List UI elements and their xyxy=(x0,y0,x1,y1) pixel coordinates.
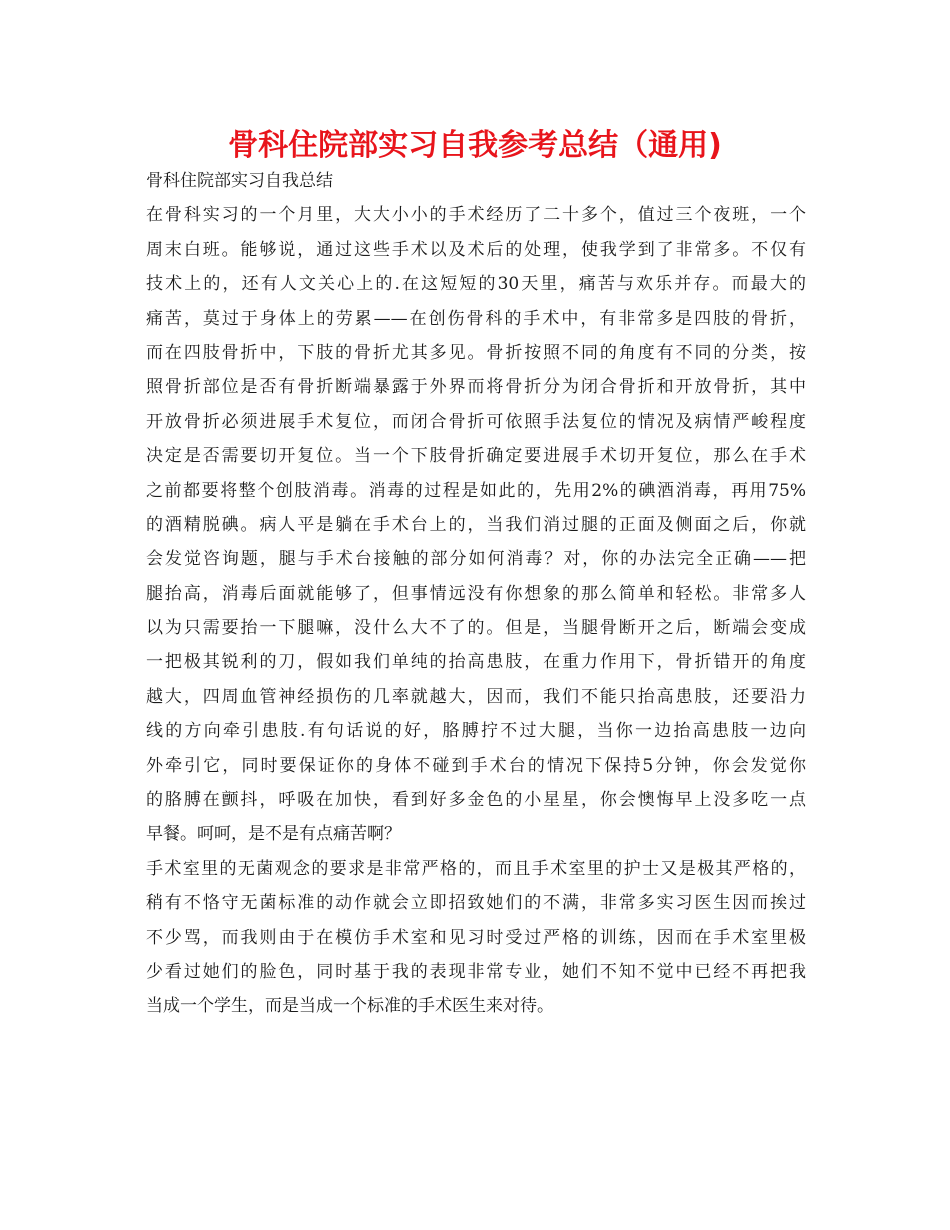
paragraph-line: 当成一个学生，而是当成一个标准的手术医生来对待。 xyxy=(146,996,554,1017)
paragraph-line: 在骨科实习的一个月里，大大小小的手术经历了二十多个，值过三个夜班，一个 xyxy=(146,205,806,226)
paragraph-line: 技术上的，还有人文关心上的.在这短短的30天里，痛苦与欢乐并存。而最大的 xyxy=(146,274,806,295)
paragraph-line: 照骨折部位是否有骨折断端暴露于外界而将骨折分为闭合骨折和开放骨折，其中 xyxy=(146,377,806,398)
paragraph-line: 痛苦，莫过于身体上的劳累——在创伤骨科的手术中，有非常多是四肢的骨折， xyxy=(146,308,806,329)
paragraph-line: 决定是否需要切开复位。当一个下肢骨折确定要进展手术切开复位，那么在手术 xyxy=(146,446,806,467)
paragraph-line: 越大，四周血管神经损伤的几率就越大，因而，我们不能只抬高患肢，还要沿力 xyxy=(146,686,806,707)
paragraph-line: 的酒精脱碘。病人平是躺在手术台上的，当我们消过腿的正面及侧面之后，你就 xyxy=(146,514,806,535)
paragraph-line: 的胳膊在颤抖，呼吸在加快，看到好多金色的小星星，你会懊悔早上没多吃一点 xyxy=(146,790,806,811)
paragraph-line: 稍有不恪守无菌标准的动作就会立即招致她们的不满，非常多实习医生因而挨过 xyxy=(146,893,806,914)
paragraph-line: 不少骂，而我则由于在模仿手术室和见习时受过严格的训练，因而在手术室里极 xyxy=(146,927,806,948)
document-body xyxy=(146,164,806,1024)
paragraph-line: 之前都要将整个创肢消毒。消毒的过程是如此的，先用2%的碘酒消毒，再用75% xyxy=(146,480,806,501)
paragraph-line: 线的方向牵引患肢.有句话说的好，胳膊拧不过大腿，当你一边抬高患肢一边向 xyxy=(146,721,806,742)
paragraph-line: 而在四肢骨折中，下肢的骨折尤其多见。骨折按照不同的角度有不同的分类，按 xyxy=(146,342,806,363)
paragraph-line: 开放骨折必须进展手术复位，而闭合骨折可依照手法复位的情况及病情严峻程度 xyxy=(146,411,806,432)
paragraph-line: 早餐。呵呵，是不是有点痛苦啊？ xyxy=(146,824,401,845)
paragraph-line: 少看过她们的脸色，同时基于我的表现非常专业，她们不知不觉中已经不再把我 xyxy=(146,961,806,982)
paragraph-line: 周末白班。能够说，通过这些手术以及术后的处理，使我学到了非常多。不仅有 xyxy=(146,239,806,260)
paragraph-line: 以为只需要抬一下腿嘛，没什么大不了的。但是，当腿骨断开之后，断端会变成 xyxy=(146,618,806,639)
paragraph-line: 外牵引它，同时要保证你的身体不碰到手术台的情况下保持5分钟，你会发觉你 xyxy=(146,755,806,776)
paragraph-line: 腿抬高，消毒后面就能够了，但事情远没有你想象的那么简单和轻松。非常多人 xyxy=(146,583,806,604)
document-title: 骨科住院部实习自我参考总结（通用) xyxy=(228,128,722,163)
paragraph-line: 手术室里的无菌观念的要求是非常严格的，而且手术室里的护士又是极其严格的， xyxy=(146,858,806,879)
paragraph-line: 一把极其锐利的刀，假如我们单纯的抬高患肢，在重力作用下，骨折错开的角度 xyxy=(146,652,806,673)
paragraph-line: 骨科住院部实习自我总结 xyxy=(146,171,333,191)
paragraph-line: 会发觉咨询题，腿与手术台接触的部分如何消毒？对，你的办法完全正确——把 xyxy=(146,549,806,570)
